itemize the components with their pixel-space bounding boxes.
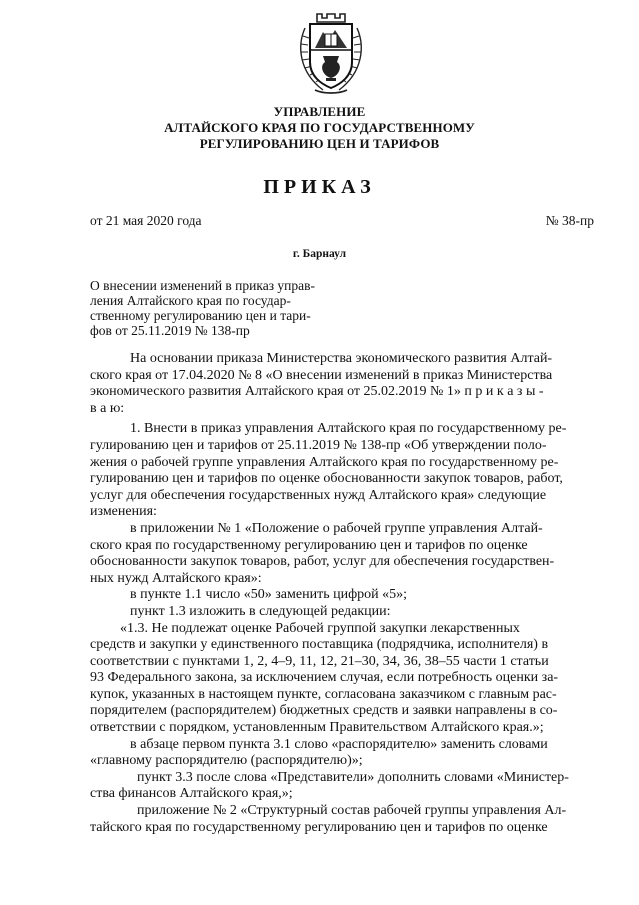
body-line: ных нужд Алтайского края»: (90, 570, 262, 586)
body-line: в пункте 1.1 число «50» заменить цифрой «5»; (130, 587, 408, 603)
document-date: от 21 мая 2020 года (90, 213, 202, 228)
subject-line: ления Алтайского края по государ- (90, 293, 291, 308)
body-line: в приложении № 1 «Положение о рабочей группе управления Алтай- (130, 520, 543, 536)
body-line: обоснованности закупок товаров, работ, услуг для обеспечения государствен- (90, 554, 555, 570)
body-line: 93 Федерального закона, за исключением случая, если потребность оценки за- (90, 670, 559, 686)
document-subject (90, 278, 340, 338)
document-city: г. Барнаул (292, 248, 347, 260)
body-line: пункт 3.3 после слова «Представители» дополнить словами «Министер- (137, 769, 569, 785)
coat-of-arms-icon (293, 10, 369, 96)
body-line: ства финансов Алтайского края,»; (90, 786, 293, 802)
body-line: изменения: (90, 504, 157, 520)
subject-line: ственному регулированию цен и тари- (90, 308, 311, 323)
organization-name (0, 104, 639, 152)
body-line: ского края от 17.04.2020 № 8 «О внесении изменений в приказ Министерства (90, 367, 553, 383)
body-line: гулированию цен и тарифов по оценке обоснованности закупок товаров, работ, (90, 471, 563, 487)
body-line: в абзаце первом пункта 3.1 слово «распорядителю» заменить словами (130, 736, 548, 752)
body-line: купок, указанных в настоящем пункте, согласована заказчиком с главным рас- (90, 686, 557, 702)
org-line-1: УПРАВЛЕНИЕ (273, 104, 366, 119)
subject-line: фов от 25.11.2019 № 138-пр (90, 323, 250, 338)
document-number: № 38-пр (545, 213, 594, 228)
body-line: порядителем (распорядителем) бюджетных средств и заявки направлены в со- (90, 703, 558, 719)
body-line: ского края по государственному регулированию цен и тарифов по оценке (90, 537, 528, 553)
document-title: ПРИКАЗ (263, 176, 376, 198)
body-line: «главному распорядителю (распорядителю)»; (90, 753, 363, 769)
org-line-3: РЕГУЛИРОВАНИЮ ЦЕН И ТАРИФОВ (199, 136, 440, 151)
body-line: средств и закупки у единственного поставщика (подрядчика, исполнителя) в (90, 637, 549, 653)
body-line: На основании приказа Министерства экономического развития Алтай- (130, 351, 553, 366)
body-line: соответствии с пунктами 1, 2, 4–9, 11, 12, 21–30, 34, 36, 38–55 части 1 статьи (90, 653, 549, 669)
body-line: в а ю: (90, 400, 125, 416)
body-line: 1. Внести в приказ управления Алтайского края по государственному ре- (130, 421, 567, 437)
body-line: экономического развития Алтайского края от 25.02.2019 № 1» п р и к а з ы - (90, 384, 544, 400)
body-line: пункт 1.3 изложить в следующей редакции: (130, 603, 391, 619)
body-line: ответствии с порядком, установленным Правительством Алтайского края.»; (90, 720, 544, 736)
body-line: «1.3. Не подлежат оценке Рабочей группой закупки лекарственных (120, 620, 520, 636)
body-line: приложение № 2 «Структурный состав рабочей группы управления Ал- (137, 803, 567, 819)
document-body (90, 351, 598, 836)
body-line: жения о рабочей группе управления Алтайского края по государственному ре- (90, 454, 559, 470)
body-line: тайского края по государственному регулированию цен и тарифов по оценке (90, 819, 548, 835)
body-line: гулированию цен и тарифов от 25.11.2019 № 138-пр «Об утверждении поло- (90, 437, 547, 453)
body-line: услуг для обеспечения государственных нужд Алтайского края» следующие (90, 487, 547, 503)
subject-line: О внесении изменений в приказ управ- (90, 278, 316, 293)
org-line-2: АЛТАЙСКОГО КРАЯ ПО ГОСУДАРСТВЕННОМУ (164, 120, 475, 135)
